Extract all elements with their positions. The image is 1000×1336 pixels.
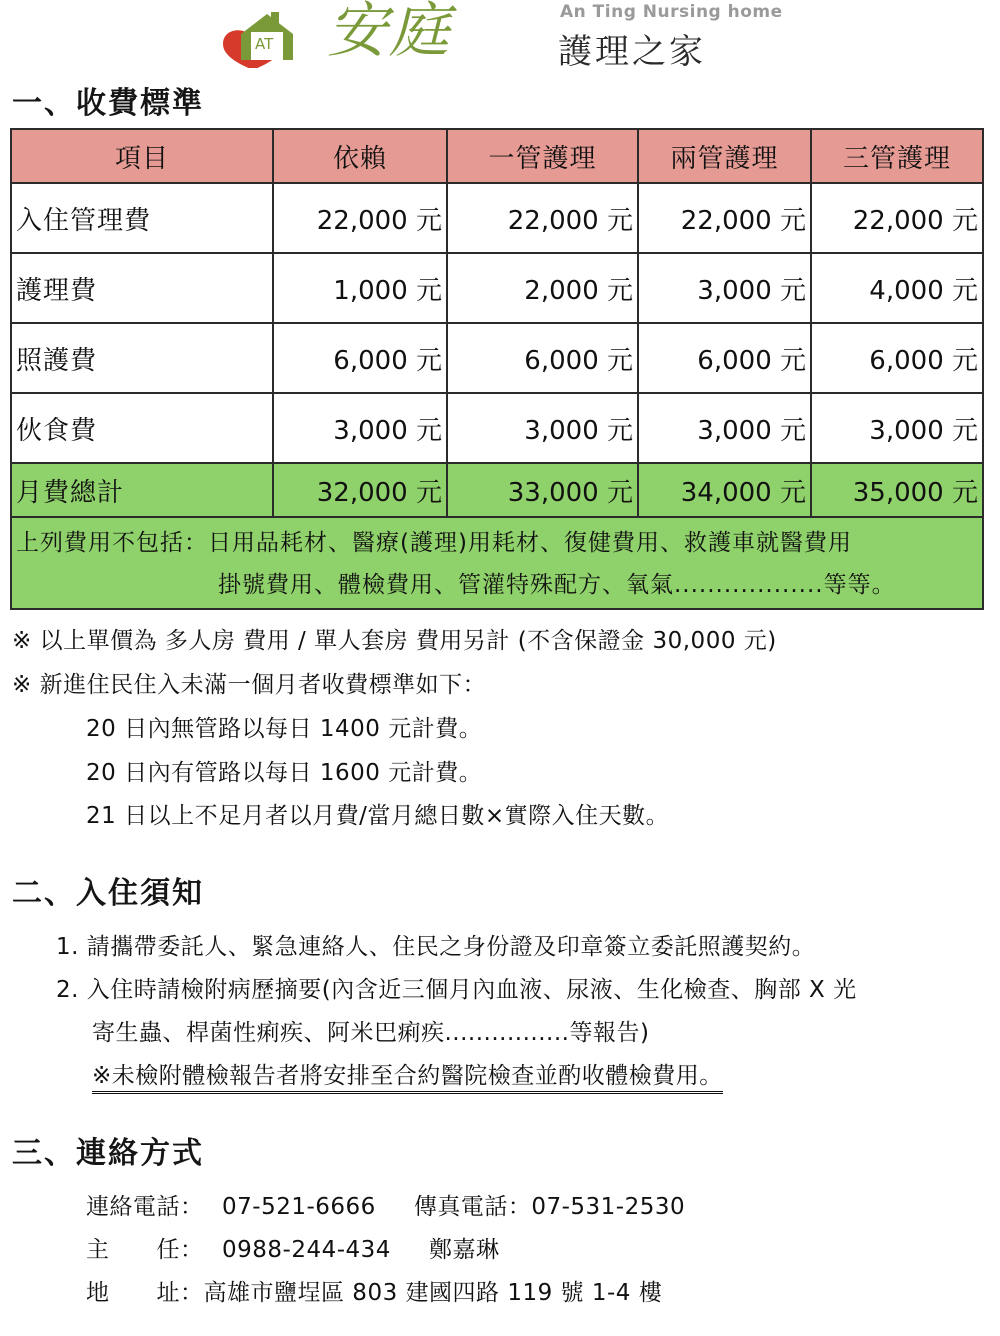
header-cell: 兩管護理 bbox=[638, 129, 811, 183]
director-phone: 0988-244-434 bbox=[222, 1237, 391, 1263]
cell-value: 22,000 元 bbox=[638, 183, 811, 253]
house-heart-icon bbox=[215, 4, 315, 68]
cell-value: 3,000 元 bbox=[638, 253, 811, 323]
cell-value: 3,000 元 bbox=[273, 393, 447, 463]
cell-value: 1,000 元 bbox=[273, 253, 447, 323]
fax-number: 傳真電話：07-531-2530 bbox=[413, 1194, 686, 1220]
logo-subtitle: 護理之家 bbox=[558, 32, 706, 72]
section-heading-admission: 二、入住須知 bbox=[12, 876, 204, 911]
header-cell: 項目 bbox=[11, 129, 273, 183]
admission-warning-text: ※未檢附體檢報告者將安排至合約醫院檢查並酌收體檢費用。 bbox=[92, 1063, 723, 1094]
contact-phone-row bbox=[86, 1188, 685, 1221]
admission-item-2: 2. 入住時請檢附病歷摘要(內含近三個月內血液、尿液、生化檢查、胸部 X 光 bbox=[56, 977, 857, 1003]
total-label: 月費總計 bbox=[11, 463, 273, 517]
cell-value: 22,000 元 bbox=[811, 183, 983, 253]
cell-value: 3,000 元 bbox=[638, 393, 811, 463]
header-cell: 一管護理 bbox=[447, 129, 638, 183]
header-cell: 三管護理 bbox=[811, 129, 983, 183]
exclusions-line-2: 掛號費用、體檢費用、管灌特殊配方、氧氣..................等等。 bbox=[218, 572, 896, 598]
table-header-row bbox=[11, 129, 983, 183]
cell-value: 6,000 元 bbox=[811, 323, 983, 393]
cell-value: 6,000 元 bbox=[273, 323, 447, 393]
admission-item-1: 1. 請攜帶委託人、緊急連絡人、住民之身份證及印章簽立委託照護契約。 bbox=[56, 934, 816, 960]
row-label: 照護費 bbox=[11, 323, 273, 393]
total-value: 33,000 元 bbox=[447, 463, 638, 517]
logo bbox=[215, 0, 815, 72]
logo-title: 安庭 bbox=[327, 0, 451, 66]
sub-note-with-tube: 20 日內有管路以每日 1600 元計費。 bbox=[86, 760, 483, 786]
director-label: 主 任： bbox=[86, 1237, 204, 1263]
table-row bbox=[11, 323, 983, 393]
director-name: 鄭嘉琳 bbox=[428, 1237, 500, 1263]
header-cell: 依賴 bbox=[273, 129, 447, 183]
row-label: 入住管理費 bbox=[11, 183, 273, 253]
total-value: 34,000 元 bbox=[638, 463, 811, 517]
row-label: 護理費 bbox=[11, 253, 273, 323]
phone-number: 07-521-6666 bbox=[222, 1194, 376, 1220]
section-heading-fees: 一、收費標準 bbox=[12, 86, 204, 121]
note-new-resident: ※ 新進住民住入未滿一個月者收費標準如下： bbox=[12, 672, 487, 698]
exclusions-line-1: 上列費用不包括：日用品耗材、醫療(護理)用耗材、復健費用、救護車就醫費用 bbox=[16, 530, 852, 556]
total-value: 35,000 元 bbox=[811, 463, 983, 517]
admission-item-2-continued: 寄生蟲、桿菌性痢疾、阿米巴痢疾................等報告) bbox=[92, 1020, 650, 1046]
total-value: 32,000 元 bbox=[273, 463, 447, 517]
logo-mark: AT bbox=[255, 35, 274, 53]
contact-address-row bbox=[86, 1274, 662, 1307]
address-label: 地 址： bbox=[86, 1280, 204, 1306]
cell-value: 22,000 元 bbox=[273, 183, 447, 253]
table-row bbox=[11, 183, 983, 253]
address-value: 高雄市鹽埕區 803 建國四路 119 號 1-4 樓 bbox=[203, 1280, 663, 1306]
section-heading-contact: 三、連絡方式 bbox=[12, 1136, 204, 1171]
table-note-row bbox=[11, 517, 983, 609]
cell-value: 3,000 元 bbox=[811, 393, 983, 463]
table-row bbox=[11, 393, 983, 463]
admission-warning bbox=[92, 1057, 723, 1090]
cell-value: 6,000 元 bbox=[447, 323, 638, 393]
fee-table bbox=[10, 128, 984, 610]
cell-value: 2,000 元 bbox=[447, 253, 638, 323]
cell-value: 4,000 元 bbox=[811, 253, 983, 323]
table-total-row bbox=[11, 463, 983, 517]
sub-note-no-tube: 20 日內無管路以每日 1400 元計費。 bbox=[86, 716, 483, 742]
sub-note-partial-month: 21 日以上不足月者以月費/當月總日數×實際入住天數。 bbox=[86, 803, 670, 829]
contact-director-row bbox=[86, 1231, 499, 1264]
table-row bbox=[11, 253, 983, 323]
note-room-price: ※ 以上單價為 多人房 費用 / 單人套房 費用另計 (不含保證金 30,000 元) bbox=[12, 628, 777, 654]
logo-english-name: An Ting Nursing home bbox=[560, 2, 783, 22]
cell-value: 3,000 元 bbox=[447, 393, 638, 463]
row-label: 伙食費 bbox=[11, 393, 273, 463]
cell-value: 6,000 元 bbox=[638, 323, 811, 393]
phone-label: 連絡電話： bbox=[86, 1194, 204, 1220]
cell-value: 22,000 元 bbox=[447, 183, 638, 253]
exclusions-note bbox=[11, 517, 983, 609]
